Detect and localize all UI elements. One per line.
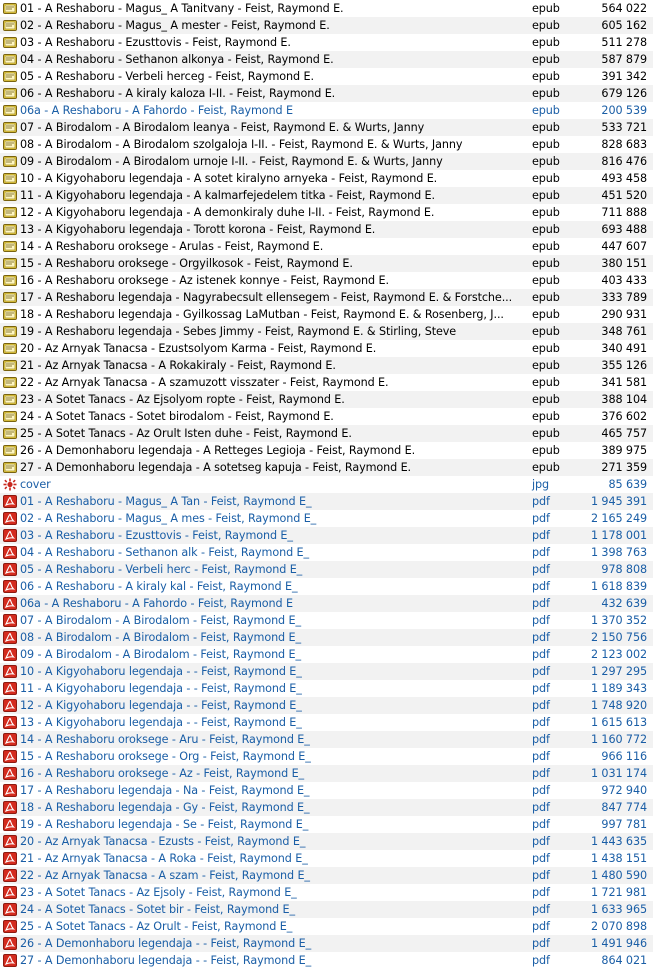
file-type: pdf — [532, 495, 550, 508]
epub-icon — [3, 138, 17, 151]
epub-icon — [3, 291, 17, 304]
file-size: 816 476 — [601, 155, 647, 168]
file-name: 18 - A Reshaboru legendaja - Gy - Feist, Raymond E_ — [20, 801, 310, 814]
file-type: epub — [532, 121, 560, 134]
file-name: 12 - A Kigyohaboru legendaja - - Feist, Raymond E_ — [20, 699, 302, 712]
file-size: 1 443 635 — [590, 835, 647, 848]
file-name: 05 - A Reshaboru - Verbeli herc - Feist, Raymond E_ — [20, 563, 303, 576]
file-type: epub — [532, 172, 560, 185]
file-name: 21 - Az Arnyak Tanacsa - A Roka - Feist, Raymond E_ — [20, 852, 308, 865]
epub-icon — [3, 376, 17, 389]
file-type: epub — [532, 223, 560, 236]
file-type: epub — [532, 308, 560, 321]
file-size: 348 761 — [601, 325, 647, 338]
file-size: 679 126 — [601, 87, 647, 100]
file-size: 1 748 920 — [590, 699, 647, 712]
file-name: 06a - A Reshaboru - A Fahordo - Feist, Raymond E — [20, 104, 293, 117]
epub-icon — [3, 308, 17, 321]
file-size: 1 031 174 — [590, 767, 647, 780]
file-name: 07 - A Birodalom - A Birodalom leanya - Feist, Raymond E. & Wurts, Janny — [20, 121, 425, 134]
file-size: 391 342 — [601, 70, 647, 83]
file-name: 05 - A Reshaboru - Verbeli herceg - Feist, Raymond E. — [20, 70, 314, 83]
file-name: 19 - A Reshaboru legendaja - Sebes Jimmy - Feist, Raymond E. & Stirling, Steve — [20, 325, 457, 338]
file-row[interactable] — [0, 816, 653, 833]
file-row[interactable] — [0, 425, 653, 442]
file-type: epub — [532, 240, 560, 253]
file-type: epub — [532, 53, 560, 66]
file-type: epub — [532, 36, 560, 49]
file-row[interactable] — [0, 544, 653, 561]
file-row[interactable] — [0, 697, 653, 714]
epub-icon — [3, 87, 17, 100]
file-type: epub — [532, 359, 560, 372]
file-name: 20 - Az Arnyak Tanacsa - Ezustsolyom Karma - Feist, Raymond E. — [20, 342, 377, 355]
file-name: 03 - A Reshaboru - Ezusttovis - Feist, Raymond E. — [20, 36, 291, 49]
file-row[interactable] — [0, 952, 653, 969]
file-size: 1 945 391 — [590, 495, 647, 508]
file-name: 08 - A Birodalom - A Birodalom szolgaloja I-II. - Feist, Raymond E. & Wurts, Janny — [20, 138, 463, 151]
file-row[interactable] — [0, 680, 653, 697]
file-type: pdf — [532, 546, 550, 559]
file-row[interactable] — [0, 51, 653, 68]
file-row[interactable] — [0, 782, 653, 799]
file-row[interactable] — [0, 0, 653, 17]
file-type: pdf — [532, 767, 550, 780]
file-size: 2 123 002 — [590, 648, 647, 661]
file-type: epub — [532, 206, 560, 219]
file-row[interactable] — [0, 731, 653, 748]
file-type: pdf — [532, 512, 550, 525]
file-name: 09 - A Birodalom - A Birodalom - Feist, Raymond E_ — [20, 648, 301, 661]
pdf-icon — [3, 920, 17, 933]
file-type: epub — [532, 87, 560, 100]
file-row[interactable] — [0, 493, 653, 510]
file-name: 13 - A Kigyohaboru legendaja - Torott korona - Feist, Raymond E. — [20, 223, 376, 236]
file-size: 376 602 — [601, 410, 647, 423]
pdf-icon — [3, 716, 17, 729]
pdf-icon — [3, 886, 17, 899]
file-name: 15 - A Reshaboru oroksege - Orgyilkosok - Feist, Raymond E. — [20, 257, 353, 270]
file-size: 1 480 590 — [590, 869, 647, 882]
file-size: 355 126 — [601, 359, 647, 372]
file-type: pdf — [532, 784, 550, 797]
file-type: pdf — [532, 631, 550, 644]
file-size: 1 370 352 — [590, 614, 647, 627]
file-row[interactable] — [0, 459, 653, 476]
file-type: pdf — [532, 801, 550, 814]
file-name: 21 - Az Arnyak Tanacsa - A Rokakiraly - Feist, Raymond E. — [20, 359, 336, 372]
epub-icon — [3, 240, 17, 253]
file-type: pdf — [532, 886, 550, 899]
file-size: 271 359 — [601, 461, 647, 474]
file-size: 966 116 — [601, 750, 647, 763]
file-size: 711 888 — [601, 206, 647, 219]
file-type: pdf — [532, 529, 550, 542]
file-name: 24 - A Sotet Tanacs - Sotet bir - Feist, Raymond E_ — [20, 903, 295, 916]
pdf-icon — [3, 852, 17, 865]
file-row[interactable] — [0, 714, 653, 731]
file-row[interactable] — [0, 34, 653, 51]
file-size: 2 150 756 — [590, 631, 647, 644]
file-size: 451 520 — [601, 189, 647, 202]
pdf-icon — [3, 563, 17, 576]
file-name: 26 - A Demonhaboru legendaja - - Feist, Raymond E_ — [20, 937, 312, 950]
file-name: 24 - A Sotet Tanacs - Sotet birodalom - Feist, Raymond E. — [20, 410, 334, 423]
file-name: 22 - Az Arnyak Tanacsa - A szamuzott visszater - Feist, Raymond E. — [20, 376, 389, 389]
pdf-icon — [3, 767, 17, 780]
file-name: 10 - A Kigyohaboru legendaja - A sotet kiralyno arnyeka - Feist, Raymond E. — [20, 172, 438, 185]
file-name: 27 - A Demonhaboru legendaja - - Feist, Raymond E_ — [20, 954, 312, 967]
file-name: 04 - A Reshaboru - Sethanon alkonya - Feist, Raymond E. — [20, 53, 334, 66]
file-row[interactable] — [0, 68, 653, 85]
file-size: 864 021 — [601, 954, 647, 967]
file-type: pdf — [532, 903, 550, 916]
file-size: 85 639 — [608, 478, 647, 491]
file-size: 1 398 763 — [590, 546, 647, 559]
file-size: 1 189 343 — [590, 682, 647, 695]
file-type: epub — [532, 2, 560, 15]
pdf-icon — [3, 546, 17, 559]
file-type: epub — [532, 393, 560, 406]
file-row[interactable] — [0, 238, 653, 255]
file-name: 25 - A Sotet Tanacs - Az Orult Isten duhe - Feist, Raymond E. — [20, 427, 352, 440]
file-size: 1 297 295 — [590, 665, 647, 678]
file-name: 06 - A Reshaboru - A kiraly kal - Feist, Raymond E_ — [20, 580, 298, 593]
file-row[interactable] — [0, 901, 653, 918]
file-row[interactable] — [0, 765, 653, 782]
epub-icon — [3, 172, 17, 185]
file-name: 17 - A Reshaboru legendaja - Na - Feist, Raymond E_ — [20, 784, 310, 797]
pdf-icon — [3, 580, 17, 593]
file-name: 25 - A Sotet Tanacs - Az Orult - Feist, Raymond E_ — [20, 920, 293, 933]
pdf-icon — [3, 631, 17, 644]
file-row[interactable] — [0, 221, 653, 238]
pdf-icon — [3, 733, 17, 746]
file-name: 09 - A Birodalom - A Birodalom urnoje I-II. - Feist, Raymond E. & Wurts, Janny — [20, 155, 443, 168]
epub-icon — [3, 393, 17, 406]
epub-icon — [3, 53, 17, 66]
epub-icon — [3, 359, 17, 372]
file-row[interactable] — [0, 918, 653, 935]
epub-icon — [3, 444, 17, 457]
file-size: 511 278 — [601, 36, 647, 49]
epub-icon — [3, 461, 17, 474]
file-type: pdf — [532, 733, 550, 746]
file-size: 1 491 946 — [590, 937, 647, 950]
file-type: pdf — [532, 665, 550, 678]
pdf-icon — [3, 801, 17, 814]
file-name: 19 - A Reshaboru legendaja - Se - Feist, Raymond E_ — [20, 818, 309, 831]
pdf-icon — [3, 750, 17, 763]
file-row[interactable] — [0, 442, 653, 459]
epub-icon — [3, 410, 17, 423]
file-type: jpg — [532, 478, 550, 491]
pdf-icon — [3, 954, 17, 967]
file-row[interactable] — [0, 85, 653, 102]
pdf-icon — [3, 648, 17, 661]
file-size: 2 165 249 — [590, 512, 647, 525]
file-row[interactable] — [0, 102, 653, 119]
file-type: epub — [532, 138, 560, 151]
file-type: epub — [532, 376, 560, 389]
file-name: 15 - A Reshaboru oroksege - Org - Feist, Raymond E_ — [20, 750, 311, 763]
file-size: 1 721 981 — [590, 886, 647, 899]
file-row[interactable] — [0, 850, 653, 867]
pdf-icon — [3, 512, 17, 525]
file-row[interactable] — [0, 663, 653, 680]
file-type: epub — [532, 257, 560, 270]
file-size: 847 774 — [601, 801, 647, 814]
pdf-icon — [3, 784, 17, 797]
file-row[interactable] — [0, 340, 653, 357]
file-row[interactable] — [0, 153, 653, 170]
file-name: 14 - A Reshaboru oroksege - Aru - Feist, Raymond E_ — [20, 733, 310, 746]
file-row[interactable] — [0, 255, 653, 272]
file-name: 06a - A Reshaboru - A Fahordo - Feist, Raymond E — [20, 597, 293, 610]
file-type: pdf — [532, 682, 550, 695]
file-name: 04 - A Reshaboru - Sethanon alk - Feist, Raymond E_ — [20, 546, 309, 559]
epub-icon — [3, 325, 17, 338]
file-type: pdf — [532, 597, 550, 610]
file-type: pdf — [532, 852, 550, 865]
file-row[interactable] — [0, 323, 653, 340]
file-type: epub — [532, 155, 560, 168]
file-row[interactable] — [0, 374, 653, 391]
file-type: pdf — [532, 937, 550, 950]
file-type: epub — [532, 461, 560, 474]
epub-icon — [3, 189, 17, 202]
file-row[interactable] — [0, 629, 653, 646]
file-name: cover — [20, 478, 51, 491]
epub-icon — [3, 70, 17, 83]
pdf-icon — [3, 665, 17, 678]
file-name: 08 - A Birodalom - A Birodalom - Feist, Raymond E_ — [20, 631, 301, 644]
file-row[interactable] — [0, 578, 653, 595]
file-type: epub — [532, 70, 560, 83]
file-type: pdf — [532, 954, 550, 967]
file-name: 17 - A Reshaboru legendaja - Nagyrabecsult ellensegem - Feist, Raymond E. & Forstche... — [20, 291, 513, 304]
file-name: 02 - A Reshaboru - Magus_ A mes - Feist, Raymond E_ — [20, 512, 317, 525]
file-type: epub — [532, 274, 560, 287]
file-type: pdf — [532, 818, 550, 831]
file-size: 828 683 — [601, 138, 647, 151]
file-row[interactable] — [0, 306, 653, 323]
file-size: 997 781 — [601, 818, 647, 831]
file-size: 978 808 — [601, 563, 647, 576]
file-type: pdf — [532, 580, 550, 593]
file-type: pdf — [532, 699, 550, 712]
file-row[interactable] — [0, 391, 653, 408]
file-row[interactable] — [0, 748, 653, 765]
file-type: pdf — [532, 648, 550, 661]
file-type: epub — [532, 291, 560, 304]
pdf-icon — [3, 529, 17, 542]
pdf-icon — [3, 903, 17, 916]
epub-icon — [3, 342, 17, 355]
file-name: 27 - A Demonhaboru legendaja - A sotetseg kapuja - Feist, Raymond E. — [20, 461, 412, 474]
pdf-icon — [3, 835, 17, 848]
file-name: 20 - Az Arnyak Tanacsa - Ezusts - Feist, Raymond E_ — [20, 835, 306, 848]
file-size: 403 433 — [601, 274, 647, 287]
file-row[interactable] — [0, 884, 653, 901]
file-size: 1 633 965 — [590, 903, 647, 916]
pdf-icon — [3, 614, 17, 627]
pdf-icon — [3, 699, 17, 712]
file-row[interactable] — [0, 136, 653, 153]
file-size: 972 940 — [601, 784, 647, 797]
file-name: 22 - Az Arnyak Tanacsa - A szam - Feist, Raymond E_ — [20, 869, 310, 882]
file-name: 23 - A Sotet Tanacs - Az Ejsolyom ropte - Feist, Raymond E. — [20, 393, 345, 406]
file-name: 26 - A Demonhaboru legendaja - A Retteges Legioja - Feist, Raymond E. — [20, 444, 416, 457]
file-row[interactable] — [0, 476, 653, 493]
file-size: 340 491 — [601, 342, 647, 355]
file-size: 200 539 — [601, 104, 647, 117]
file-size: 388 104 — [601, 393, 647, 406]
file-row[interactable] — [0, 272, 653, 289]
file-type: pdf — [532, 835, 550, 848]
file-type: epub — [532, 104, 560, 117]
file-name: 02 - A Reshaboru - Magus_ A mester - Feist, Raymond E. — [20, 19, 330, 32]
file-row[interactable] — [0, 612, 653, 629]
file-type: epub — [532, 427, 560, 440]
file-row[interactable] — [0, 527, 653, 544]
file-name: 07 - A Birodalom - A Birodalom - Feist, Raymond E_ — [20, 614, 301, 627]
file-row[interactable] — [0, 561, 653, 578]
file-size: 1 160 772 — [590, 733, 647, 746]
epub-icon — [3, 427, 17, 440]
file-type: pdf — [532, 614, 550, 627]
file-size: 447 607 — [601, 240, 647, 253]
epub-icon — [3, 104, 17, 117]
file-type: epub — [532, 410, 560, 423]
pdf-icon — [3, 818, 17, 831]
file-size: 2 070 898 — [590, 920, 647, 933]
file-row[interactable] — [0, 17, 653, 34]
file-name: 03 - A Reshaboru - Ezusttovis - Feist, Raymond E_ — [20, 529, 293, 542]
file-size: 290 931 — [601, 308, 647, 321]
file-type: epub — [532, 444, 560, 457]
pdf-icon — [3, 682, 17, 695]
file-size: 465 757 — [601, 427, 647, 440]
file-name: 14 - A Reshaboru oroksege - Arulas - Feist, Raymond E. — [20, 240, 324, 253]
file-size: 1 618 839 — [590, 580, 647, 593]
file-name: 01 - A Reshaboru - Magus_ A Tan - Feist, Raymond E_ — [20, 495, 312, 508]
file-name: 23 - A Sotet Tanacs - Az Ejsoly - Feist, Raymond E_ — [20, 886, 297, 899]
file-row[interactable] — [0, 833, 653, 850]
file-size: 1 615 613 — [590, 716, 647, 729]
epub-icon — [3, 155, 17, 168]
file-size: 533 721 — [601, 121, 647, 134]
epub-icon — [3, 274, 17, 287]
file-size: 380 151 — [601, 257, 647, 270]
file-row[interactable] — [0, 595, 653, 612]
file-size: 605 162 — [601, 19, 647, 32]
file-row[interactable] — [0, 119, 653, 136]
pdf-icon — [3, 495, 17, 508]
file-row[interactable] — [0, 170, 653, 187]
epub-icon — [3, 257, 17, 270]
file-size: 1 438 151 — [590, 852, 647, 865]
file-row[interactable] — [0, 204, 653, 221]
file-name: 16 - A Reshaboru oroksege - Az istenek konnye - Feist, Raymond E. — [20, 274, 389, 287]
file-size: 693 488 — [601, 223, 647, 236]
file-type: epub — [532, 19, 560, 32]
epub-icon — [3, 2, 17, 15]
file-type: pdf — [532, 920, 550, 933]
pdf-icon — [3, 869, 17, 882]
file-name: 11 - A Kigyohaboru legendaja - A kalmarfejedelem titka - Feist, Raymond E. — [20, 189, 435, 202]
file-name: 06 - A Reshaboru - A kiraly kaloza I-II. - Feist, Raymond E. — [20, 87, 336, 100]
file-row[interactable] — [0, 867, 653, 884]
file-name: 12 - A Kigyohaboru legendaja - A demonkiraly duhe I-II. - Feist, Raymond E. — [20, 206, 435, 219]
file-type: epub — [532, 342, 560, 355]
epub-icon — [3, 206, 17, 219]
file-name: 11 - A Kigyohaboru legendaja - - Feist, Raymond E_ — [20, 682, 302, 695]
file-size: 333 789 — [601, 291, 647, 304]
file-name: 18 - A Reshaboru legendaja - Gyilkossag LaMutban - Feist, Raymond E. & Rosenberg, J... — [20, 308, 504, 321]
file-type: pdf — [532, 869, 550, 882]
file-row[interactable] — [0, 510, 653, 527]
file-type: pdf — [532, 750, 550, 763]
file-name: 16 - A Reshaboru oroksege - Az - Feist, Raymond E_ — [20, 767, 305, 780]
file-name: 13 - A Kigyohaboru legendaja - - Feist, Raymond E_ — [20, 716, 302, 729]
file-row[interactable] — [0, 408, 653, 425]
file-row[interactable] — [0, 935, 653, 952]
file-type: epub — [532, 189, 560, 202]
epub-icon — [3, 36, 17, 49]
file-type: pdf — [532, 563, 550, 576]
file-row[interactable] — [0, 357, 653, 374]
file-row[interactable] — [0, 187, 653, 204]
file-type: pdf — [532, 716, 550, 729]
epub-icon — [3, 223, 17, 236]
pdf-icon — [3, 597, 17, 610]
file-size: 1 178 001 — [590, 529, 647, 542]
file-name: 01 - A Reshaboru - Magus_ A Tanitvany - Feist, Raymond E. — [20, 2, 344, 15]
image-icon — [3, 478, 17, 491]
file-size: 432 639 — [601, 597, 647, 610]
epub-icon — [3, 19, 17, 32]
file-size: 564 022 — [601, 2, 647, 15]
file-row[interactable] — [0, 646, 653, 663]
file-row[interactable] — [0, 289, 653, 306]
pdf-icon — [3, 937, 17, 950]
file-name: 10 - A Kigyohaboru legendaja - - Feist, Raymond E_ — [20, 665, 302, 678]
file-size: 587 879 — [601, 53, 647, 66]
file-row[interactable] — [0, 799, 653, 816]
epub-icon — [3, 121, 17, 134]
file-size: 389 975 — [601, 444, 647, 457]
file-size: 341 581 — [601, 376, 647, 389]
file-type: epub — [532, 325, 560, 338]
file-size: 493 458 — [601, 172, 647, 185]
